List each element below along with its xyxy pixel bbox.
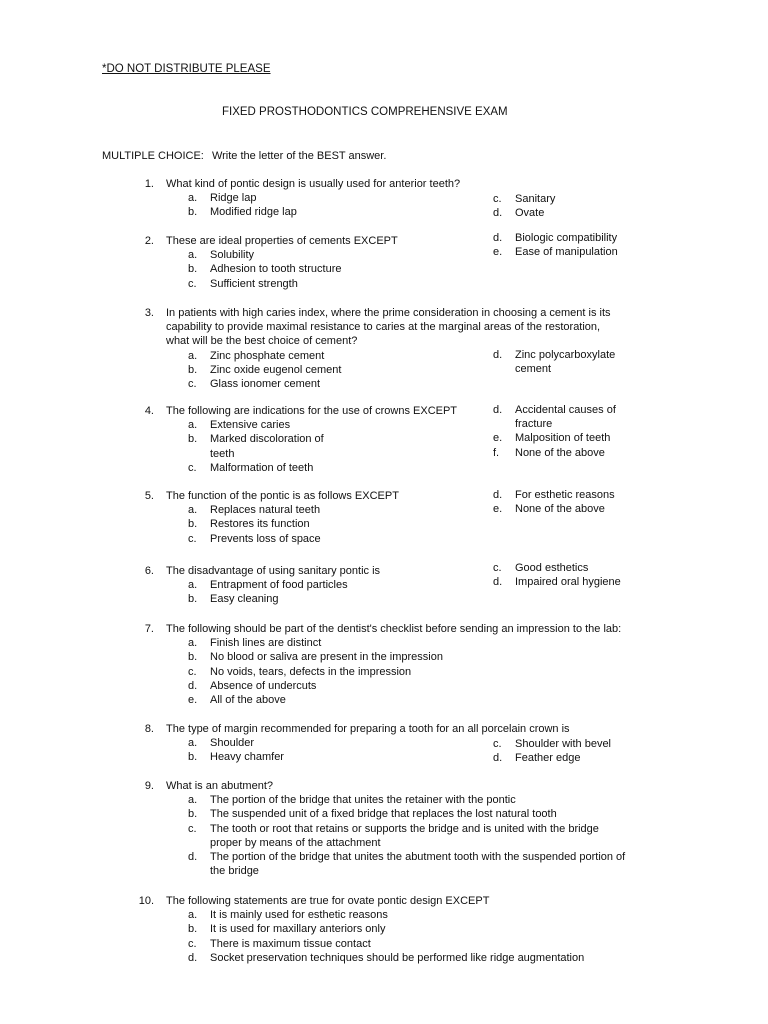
option-letter: d. xyxy=(493,232,503,244)
option-text: cement xyxy=(515,363,552,376)
option-letter: c. xyxy=(493,738,502,750)
option-text: The tooth or root that retains or supports the bridge and is united with the bridge xyxy=(210,822,599,835)
option-letter: b. xyxy=(188,923,198,936)
question-text: The following are indications for the use of crowns EXCEPT xyxy=(166,405,458,417)
option-text: None of the above xyxy=(515,503,605,516)
page-title: FIXED PROSTHODONTICS COMPREHENSIVE EXAM xyxy=(222,106,508,118)
option-text: Adhesion to tooth structure xyxy=(210,263,342,276)
option-letter: c. xyxy=(188,461,197,474)
option-text: Ridge lap xyxy=(210,192,257,205)
option-text: Glass ionomer cement xyxy=(210,378,321,390)
option-letter: a. xyxy=(188,637,198,650)
option-letter: d. xyxy=(493,752,503,765)
option-letter: b. xyxy=(188,751,198,764)
option-text: Extensive caries xyxy=(210,419,291,432)
question-text: The disadvantage of using sanitary pontic is xyxy=(166,565,381,577)
option-text: Zinc polycarboxylate xyxy=(515,349,616,361)
option-letter: d. xyxy=(188,679,198,692)
option-text: Shoulder with bevel xyxy=(515,738,612,750)
option-letter: d. xyxy=(493,576,503,589)
option-letter: c. xyxy=(188,665,197,678)
option-letter: d. xyxy=(188,851,198,863)
option-text: Modified ridge lap xyxy=(210,206,297,219)
option-text: No voids, tears, defects in the impression xyxy=(210,665,412,678)
option-text: Prevents loss of space xyxy=(210,532,321,545)
option-text: Ovate xyxy=(515,207,545,220)
option-text: Biologic compatibility xyxy=(515,232,618,244)
option-text: Malposition of teeth xyxy=(515,432,611,445)
option-letter: d. xyxy=(493,489,503,501)
option-text: Impaired oral hygiene xyxy=(515,576,621,589)
option-text: For esthetic reasons xyxy=(515,489,615,501)
question-text: What kind of pontic design is usually used for anterior teeth? xyxy=(166,178,461,190)
question-number: 9. xyxy=(144,780,154,792)
option-text: Finish lines are distinct xyxy=(210,637,322,650)
option-letter: e. xyxy=(493,503,503,516)
option-text: Ease of manipulation xyxy=(515,246,618,259)
option-letter: a. xyxy=(188,909,198,922)
question-text: what will be the best choice of cement? xyxy=(166,335,358,348)
instruction-label: MULTIPLE CHOICE: xyxy=(102,150,204,162)
option-letter: c. xyxy=(188,277,197,290)
option-letter: b. xyxy=(188,518,198,531)
option-text: Accidental causes of xyxy=(515,404,616,416)
option-letter: b. xyxy=(188,808,198,821)
option-letter: a. xyxy=(188,349,198,362)
option-text: proper by means of the attachment xyxy=(210,836,381,849)
question-number: 5. xyxy=(144,490,154,502)
option-text: Sanitary xyxy=(515,193,556,205)
option-text: Solubility xyxy=(210,249,255,262)
option-letter: c. xyxy=(188,937,197,950)
option-text: Good esthetics xyxy=(515,562,589,574)
option-text: teeth xyxy=(210,447,235,460)
option-letter: a. xyxy=(188,737,198,750)
option-letter: b. xyxy=(188,363,198,376)
option-text: It is mainly used for esthetic reasons xyxy=(210,909,388,922)
option-text: Socket preservation techniques should be performed like ridge augmentation xyxy=(210,951,585,964)
question-text: In patients with high caries index, where the prime consideration in choosing a cement is its xyxy=(166,307,611,319)
option-letter: b. xyxy=(188,651,198,664)
question-number: 4. xyxy=(144,405,154,417)
question-text: The following should be part of the dentist's checklist before sending an impression to the lab: xyxy=(166,623,622,635)
question-number: 7. xyxy=(144,623,154,635)
option-text: The portion of the bridge that unites the abutment tooth with the suspended portion of xyxy=(210,851,626,863)
option-text: Restores its function xyxy=(210,518,310,531)
option-letter: b. xyxy=(188,593,198,606)
option-text: Sufficient strength xyxy=(210,277,298,290)
option-text: Malformation of teeth xyxy=(210,461,314,474)
option-letter: a. xyxy=(188,249,198,262)
option-text: Easy cleaning xyxy=(210,593,279,606)
option-text: No blood or saliva are present in the impression xyxy=(210,651,443,664)
option-letter: e. xyxy=(493,246,503,259)
option-text: the bridge xyxy=(210,865,259,878)
option-text: The suspended unit of a fixed bridge that replaces the lost natural tooth xyxy=(210,808,557,821)
notice-text: *DO NOT DISTRIBUTE PLEASE xyxy=(102,63,271,75)
option-letter: b. xyxy=(188,263,198,276)
option-text: The portion of the bridge that unites the retainer with the pontic xyxy=(210,794,516,807)
question-number: 6. xyxy=(144,565,154,577)
option-text: All of the above xyxy=(210,694,286,706)
option-text: Zinc oxide eugenol cement xyxy=(210,363,342,376)
option-letter: d. xyxy=(493,207,503,220)
option-text: Replaces natural teeth xyxy=(210,504,321,517)
option-text: Feather edge xyxy=(515,752,581,765)
option-letter: d. xyxy=(188,951,198,964)
option-text: There is maximum tissue contact xyxy=(210,937,371,950)
option-text: Zinc phosphate cement xyxy=(210,349,325,362)
option-text: It is used for maxillary anteriors only xyxy=(210,923,386,936)
instruction-text: Write the letter of the BEST answer. xyxy=(211,150,387,162)
instructions xyxy=(102,149,386,163)
option-letter: a. xyxy=(188,504,198,517)
question-text: The following statements are true for ovate pontic design EXCEPT xyxy=(166,895,490,907)
option-text: Shoulder xyxy=(210,737,255,750)
option-letter: c. xyxy=(188,378,197,390)
question-text: The type of margin recommended for preparing a tooth for an all porcelain crown is xyxy=(166,723,570,735)
question-text: The function of the pontic is as follows EXCEPT xyxy=(166,490,399,502)
option-text: fracture xyxy=(515,418,553,431)
option-letter: e. xyxy=(493,432,503,445)
option-letter: c. xyxy=(493,193,502,205)
option-letter: d. xyxy=(493,404,503,416)
question-text: What is an abutment? xyxy=(166,780,274,792)
option-letter: b. xyxy=(188,206,198,219)
option-letter: a. xyxy=(188,579,198,592)
option-letter: c. xyxy=(493,562,502,574)
option-letter: f. xyxy=(493,446,500,459)
option-letter: c. xyxy=(188,532,197,545)
question-text: These are ideal properties of cements EXCEPT xyxy=(166,235,398,247)
question-number: 10. xyxy=(138,895,154,907)
question-text: capability to provide maximal resistance to caries at the marginal areas of the restoration, xyxy=(166,321,601,334)
question-number: 1. xyxy=(144,178,154,190)
option-letter: a. xyxy=(188,794,198,807)
option-text: None of the above xyxy=(515,446,605,459)
option-text: Marked discoloration of xyxy=(210,433,324,446)
option-letter: a. xyxy=(188,419,198,432)
option-text: Absence of undercuts xyxy=(210,679,317,692)
option-text: Entrapment of food particles xyxy=(210,579,348,592)
question-number: 8. xyxy=(144,723,154,735)
option-letter: a. xyxy=(188,192,198,205)
option-letter: c. xyxy=(188,822,197,835)
option-letter: e. xyxy=(188,694,198,706)
question-number: 3. xyxy=(144,307,154,319)
option-letter: b. xyxy=(188,433,198,446)
option-letter: d. xyxy=(493,349,503,361)
question-number: 2. xyxy=(144,235,154,247)
option-text: Heavy chamfer xyxy=(210,751,284,764)
